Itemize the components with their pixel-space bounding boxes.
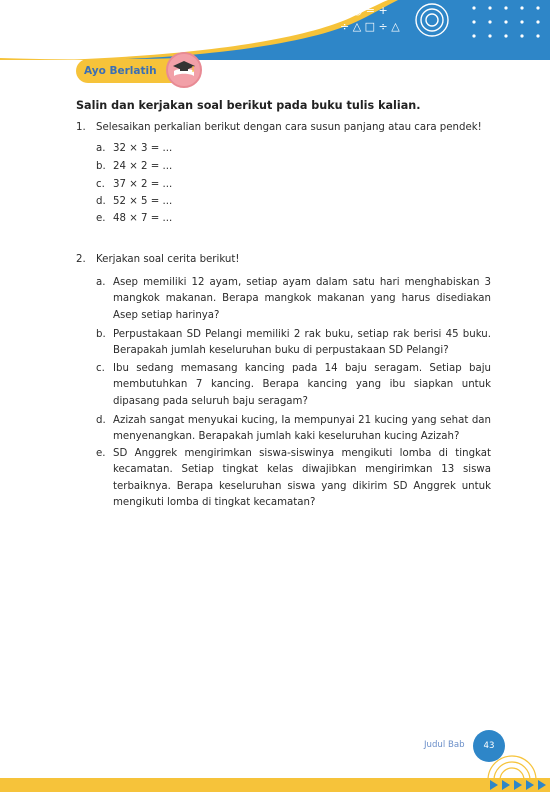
svg-text:÷ △ □ ÷ △: ÷ △ □ ÷ △ (340, 20, 400, 33)
page-number: 43 (473, 730, 505, 762)
list-item: d. 52 × 5 = ... (96, 196, 173, 207)
list-item: d. Azizah sangat menyukai kucing, Ia mempunyai 21 kucing yang sehat dan menyenangkan. Berapakah jumlah kaki keseluruhan kucing Azizah? (96, 415, 491, 443)
svg-text:+ ○ = +: + ○ = + (340, 4, 388, 17)
footer-band (0, 778, 550, 792)
list-item: c. 37 × 2 = ... (96, 179, 173, 190)
list-item: b. Perpustakaan SD Pelangi memiliki 2 rak buku, setiap rak berisi 45 buku. Berapakah jumlah keseluruhan buku di perpustakaan SD Pelangi? (96, 329, 491, 357)
arrow-icon (488, 779, 548, 791)
badge-label: Ayo Berlatih (84, 65, 157, 77)
list-item: b. 24 × 2 = ... (96, 161, 173, 172)
graduation-cap-icon (166, 52, 202, 88)
list-item: c. Ibu sedang memasang kancing pada 14 baju seragam. Setiap baju membutuhkan 7 kancing. Berapa kancing yang ibu siapkan untuk dipasang pada seluruh baju seragam? (96, 363, 491, 407)
instruction-heading: Salin dan kerjakan soal berikut pada buku tulis kalian. (76, 99, 421, 112)
header-decoration (0, 0, 550, 60)
list-item: a. 32 × 3 = ... (96, 143, 173, 154)
question-number: 2. (76, 254, 86, 265)
list-item: a. Asep memiliki 12 ayam, setiap ayam dalam satu hari menghabiskan 3 mangkok makanan. Berapa mangkok makanan yang harus disediakan Asep setiap harinya? (96, 277, 491, 321)
question-1 (76, 120, 482, 136)
question-2 (76, 252, 239, 268)
question-text: Kerjakan soal cerita berikut! (96, 254, 240, 265)
question-text: Selesaikan perkalian berikut dengan cara susun panjang atau cara pendek! (96, 122, 482, 133)
question-number: 1. (76, 122, 86, 133)
list-item: e. SD Anggrek mengirimkan siswa-siswinya mengikuti lomba di tingkat kecamatan. Setiap tingkat kelas diwajibkan mengirimkan 13 siswa terbaiknya. Berapa keseluruhan siswa yang dikirim SD Anggrek untuk mengikuti lomba di tingkat kecamatan? (96, 448, 491, 508)
list-item: e. 48 × 7 = ... (96, 213, 173, 224)
chapter-label: Judul Bab (424, 740, 465, 750)
